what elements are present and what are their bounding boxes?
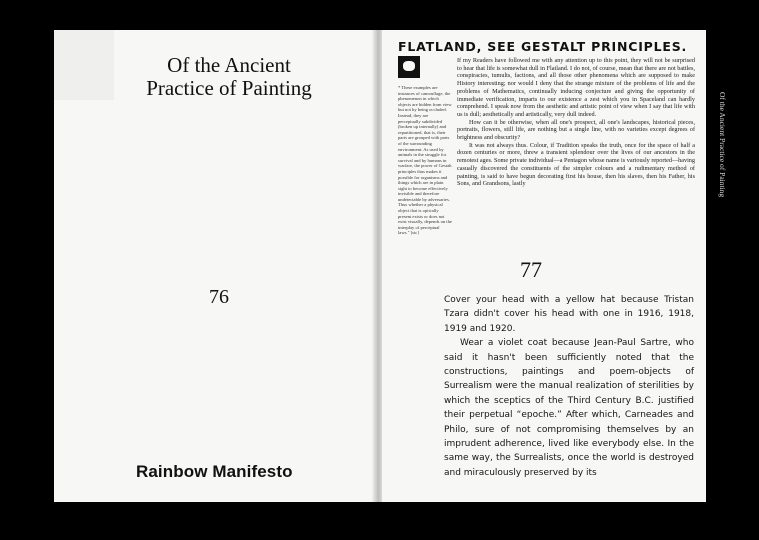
book-title-footer: Rainbow Manifesto xyxy=(136,462,293,481)
left-page-number: 76 xyxy=(209,286,229,308)
left-page xyxy=(54,30,376,502)
upper-paragraph: If my Readers have followed me with any attention up to this point, they will not be surprised to hear that life is somewhat dull in Flatland. I do not, of course, mean that there are not battles, conspiracies, tumults, factions, and all those other phenomena which are supposed to make History interesting; nor would I deny that the strange mixture of the problems of life and the problems of Mathematics, continually inducing conjecture and giving the opportunity of immediate verification, imparts to our existence a zest which you in Spaceland can hardly comprehend. I speak now from the aesthetic and artistic point of view when I say that life with us is dull; aesthetically and artistically, very dull indeed. xyxy=(457,57,695,118)
right-page-number: 77 xyxy=(520,257,542,282)
lower-paragraph: Wear a violet coat because Jean-Paul Sartre, who said it hasn't been sufficiently noted that the constructions, paintings and poem-objects of Surrealism were the manual realization of sterilities by which the sceptics of the Third Century B.C. justified their perpetual “epoche.” After which, Carneades and Philo, sure of not compromising themselves by an imprudent adherence, lived like everybody else. In the same way, the Surrealists, once the world is destroyed and miraculously preserved by its xyxy=(444,338,694,478)
chapter-title-line-1: Of the Ancient xyxy=(167,53,291,77)
lower-body-text xyxy=(444,293,694,480)
show-through-block xyxy=(54,30,114,100)
tv-icon xyxy=(398,56,420,78)
side-running-title: Of the Ancient Practice of Painting xyxy=(718,92,727,198)
upper-body-text xyxy=(457,57,695,188)
footnote: * These examples are instances of camouflage, the phenomenon in which objects are hidden from view but not by being occluded. Instead, they are perceptually subdivided (broken up internally) and repartitioned, that is, their parts are grouped with parts of the surrounding environment. As used by animals in the struggle for survival and by humans in warfare, the power of Gestalt principles thus makes it possible for organisms and things which are in plain sight to become effectively invisible and therefore undetectable by adversaries. Thus whether a physical object that is optically present exists or does not exist visually, depends on the interplay of perceptual laws." [sic] xyxy=(398,85,452,236)
upper-paragraph: It was not always thus. Colour, if Tradition speaks the truth, once for the space of half a dozen centuries or more, threw a transient splendour over the lives of our ancestors in the remotest ages. Some private individual—a Pentagon whose name is variously reported—having casually discovered the constituents of the simpler colours and a rudimentary method of painting, is said to have begun decorating first his house, then his slaves, then his Father, his Sons, and Grandsons, lastly xyxy=(457,141,695,188)
chapter-title-line-2: Practice of Painting xyxy=(146,76,312,100)
lower-paragraph: Cover your head with a yellow hat because Tristan Tzara didn't cover his head with one in 1916, 1918, 1919 and 1920. xyxy=(444,295,694,334)
section-heading: FLATLAND, SEE GESTALT PRINCIPLES. xyxy=(398,39,688,54)
upper-paragraph: How can it be otherwise, when all one's prospect, all one's landscapes, historical pieces, portraits, flowers, still life, are nothing but a single line, with no varieties except degrees of brightness and obscurity? xyxy=(457,118,695,142)
chapter-title xyxy=(114,54,344,100)
right-page xyxy=(382,30,706,502)
